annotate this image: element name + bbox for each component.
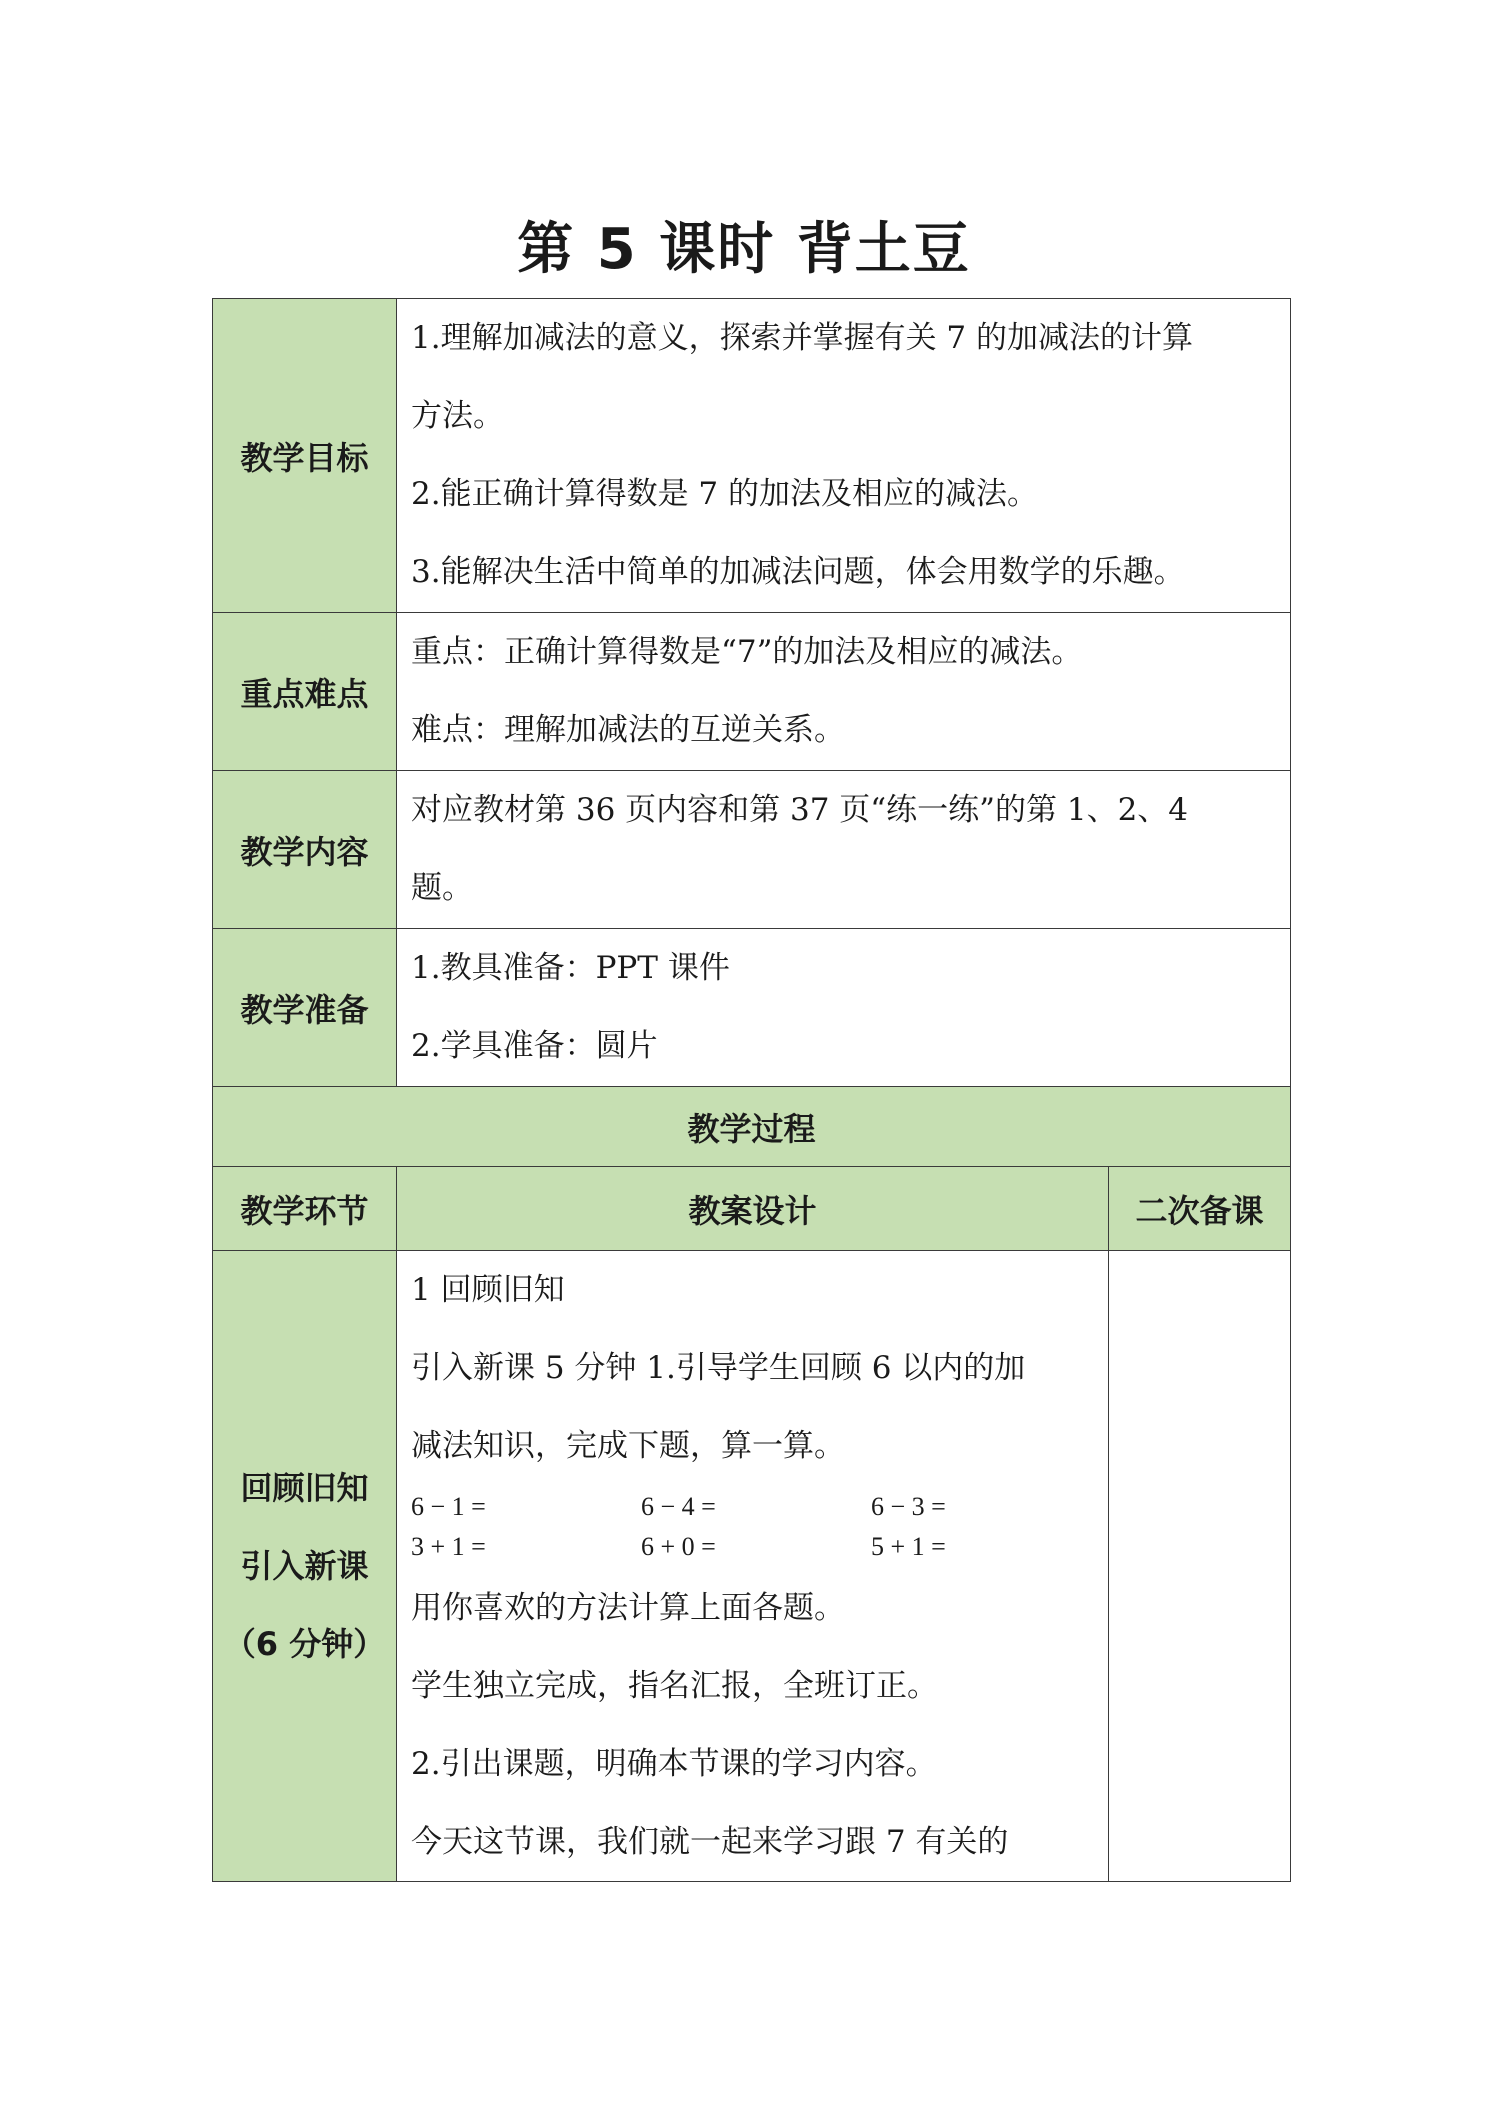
- objectives-line: 1.理解加减法的意义，探索并掌握有关 7 的加减法的计算: [411, 320, 1194, 356]
- col-design-header: 教案设计: [397, 1167, 1109, 1251]
- stage1-label-line: 回顾旧知: [240, 1469, 369, 1507]
- exercise: 6 − 1 =: [411, 1492, 486, 1521]
- exercise: 6 − 4 =: [641, 1492, 716, 1521]
- design-line: 减法知识，完成下题，算一算。: [411, 1428, 845, 1464]
- key-points-row: [213, 613, 1291, 771]
- col-second-header: 二次备课: [1109, 1167, 1291, 1251]
- preparation-label: 教学准备: [213, 929, 397, 1087]
- objectives-line: 方法。: [411, 398, 504, 434]
- objectives-text: [397, 299, 1291, 613]
- design-line: 2.引出课题，明确本节课的学习内容。: [411, 1746, 937, 1782]
- stage1-duration: （6 分钟）: [223, 1625, 386, 1663]
- stage1-label: [213, 1251, 397, 1882]
- preparation-line: 1.教具准备：PPT 课件: [411, 950, 730, 986]
- stage1-second-prep: [1109, 1251, 1291, 1882]
- design-line: 学生独立完成，指名汇报，全班订正。: [411, 1668, 938, 1704]
- exercise: 6 + 0 =: [641, 1532, 716, 1561]
- content-row: [213, 771, 1291, 929]
- key-points-label: 重点难点: [213, 613, 397, 771]
- col-stage-header: 教学环节: [213, 1167, 397, 1251]
- design-line: 用你喜欢的方法计算上面各题。: [411, 1590, 845, 1626]
- exercise: 3 + 1 =: [411, 1532, 486, 1561]
- design-line: 1 回顾旧知: [411, 1272, 565, 1308]
- exercise-grid: [411, 1485, 1094, 1569]
- process-header: 教学过程: [213, 1087, 1291, 1167]
- objectives-line: 3.能解决生活中简单的加减法问题，体会用数学的乐趣。: [411, 554, 1185, 590]
- key-point-line: 重点：正确计算得数是“7”的加法及相应的减法。: [411, 634, 1083, 670]
- key-points-text: [397, 613, 1291, 771]
- preparation-row: [213, 929, 1291, 1087]
- stage1-row: [213, 1251, 1291, 1882]
- column-header-row: [213, 1167, 1291, 1251]
- stage1-design: [397, 1251, 1109, 1882]
- content-line: 对应教材第 36 页内容和第 37 页“练一练”的第 1、2、4: [411, 792, 1189, 828]
- content-label: 教学内容: [213, 771, 397, 929]
- content-line: 题。: [411, 870, 473, 906]
- objectives-label: 教学目标: [213, 299, 397, 613]
- design-line: 引入新课 5 分钟 1.引导学生回顾 6 以内的加: [411, 1350, 1026, 1386]
- lesson-plan-table: [212, 298, 1291, 1882]
- stage1-label-line: 引入新课: [240, 1547, 369, 1585]
- preparation-text: [397, 929, 1291, 1087]
- preparation-line: 2.学具准备：圆片: [411, 1028, 658, 1064]
- page-title: 第 5 课时 背土豆: [517, 217, 971, 282]
- process-header-row: [213, 1087, 1291, 1167]
- exercise: 6 − 3 =: [871, 1492, 946, 1521]
- difficulty-line: 难点：理解加减法的互逆关系。: [411, 712, 845, 748]
- exercise: 5 + 1 =: [871, 1532, 946, 1561]
- content-text: [397, 771, 1291, 929]
- objectives-line: 2.能正确计算得数是 7 的加法及相应的减法。: [411, 476, 1039, 512]
- design-line: 今天这节课，我们就一起来学习跟 7 有关的: [411, 1824, 1009, 1860]
- objectives-row: [213, 299, 1291, 613]
